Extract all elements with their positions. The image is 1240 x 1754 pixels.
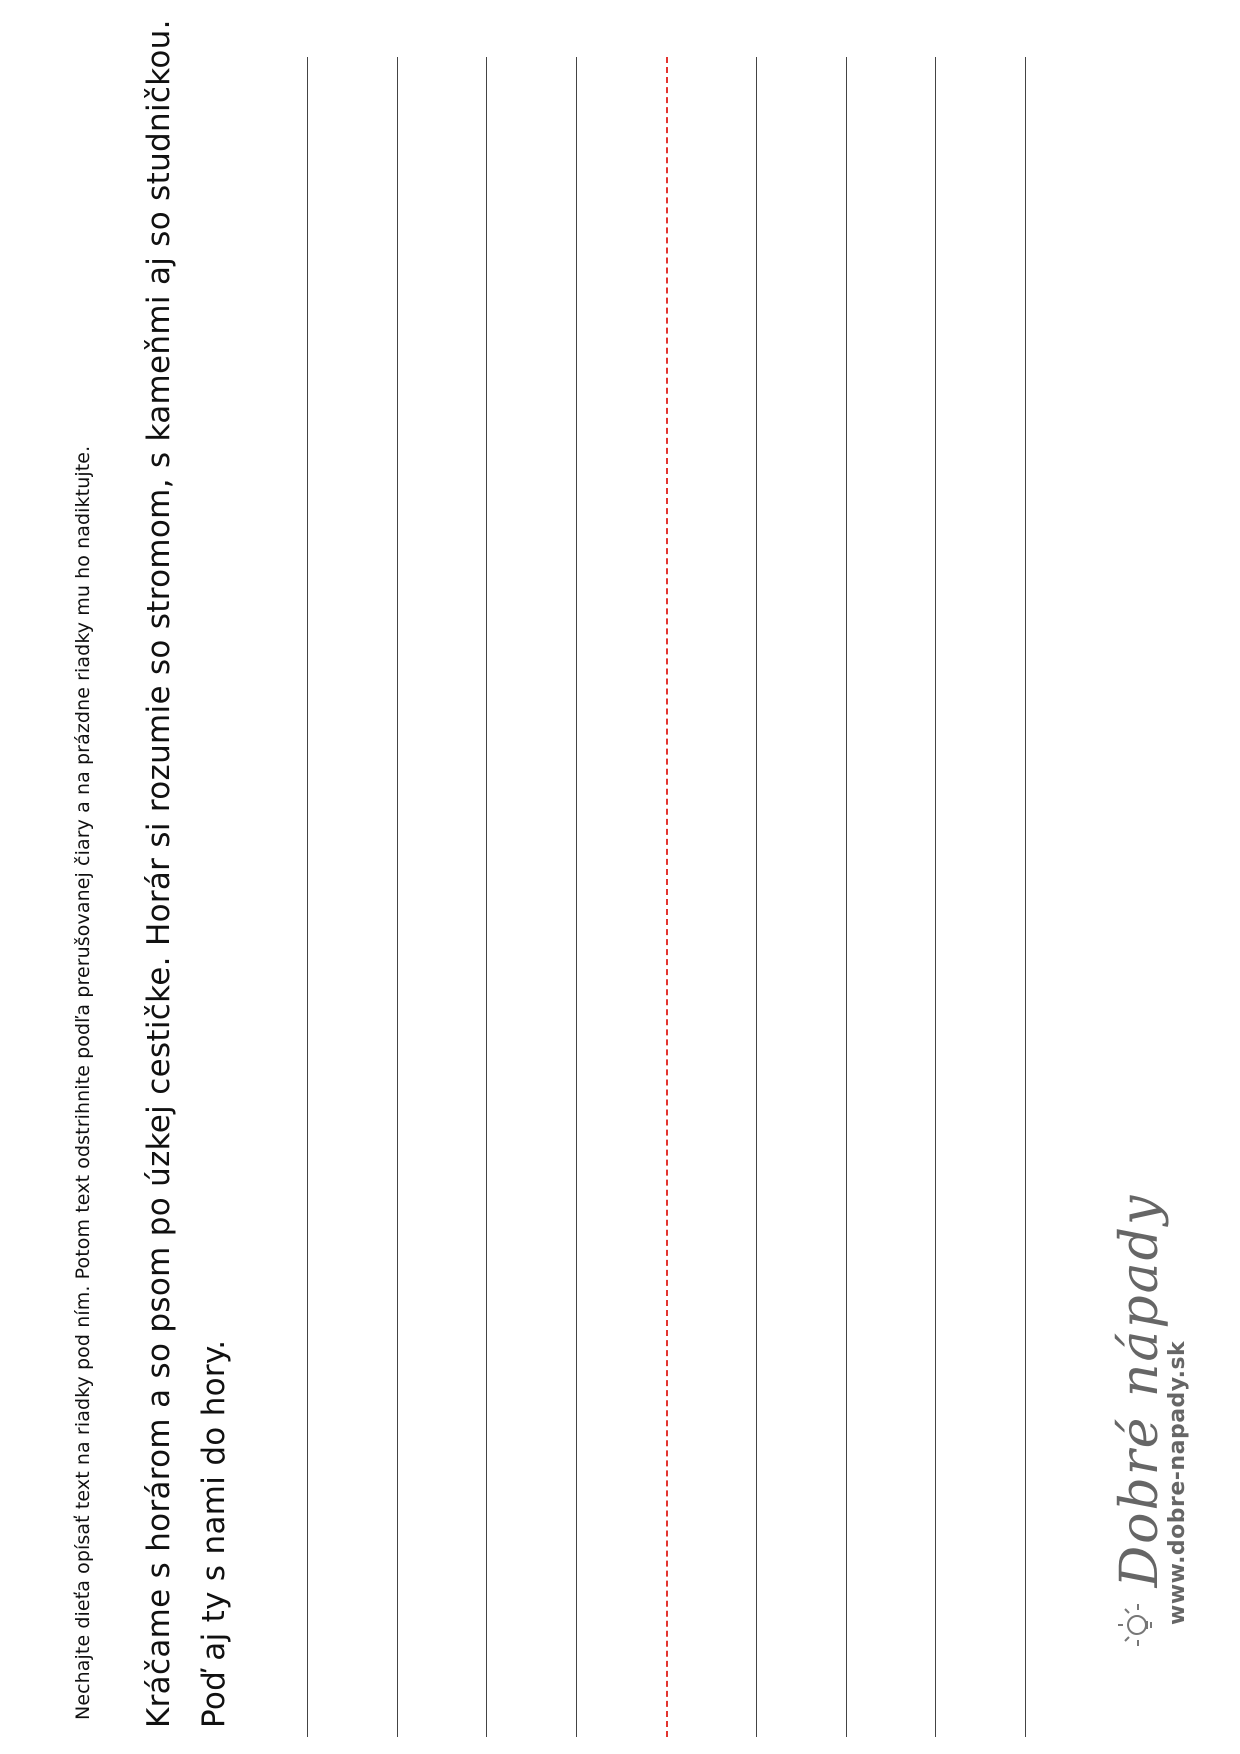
copy-text-line-1: Kráčame s horárom a so psom po úzkej cestičke. Horár si rozumie so stromom, s kameňmi aj so studničkou. — [141, 19, 177, 1728]
writing-line — [756, 57, 757, 1737]
logo — [1110, 1194, 1170, 1650]
copy-text-line-2: Poď aj ty s nami do hory. — [196, 1339, 232, 1728]
writing-line — [307, 57, 308, 1737]
writing-line — [1025, 57, 1026, 1737]
writing-line — [576, 57, 577, 1737]
instruction-text: Nechajte dieťa opísať text na riadky pod ním. Potom text odstrihnite podľa prerušovanej čiary a na prázdne riadky mu ho nadiktujte. — [72, 445, 94, 1720]
writing-line — [935, 57, 936, 1737]
writing-line — [397, 57, 398, 1737]
writing-line — [486, 57, 487, 1737]
cut-line — [666, 57, 668, 1737]
logo-url: www.dobre-napady.sk — [1165, 1340, 1190, 1625]
writing-line — [846, 57, 847, 1737]
lightbulb-icon — [1113, 1600, 1168, 1650]
logo-name: Dobré nápady — [1110, 1193, 1170, 1588]
